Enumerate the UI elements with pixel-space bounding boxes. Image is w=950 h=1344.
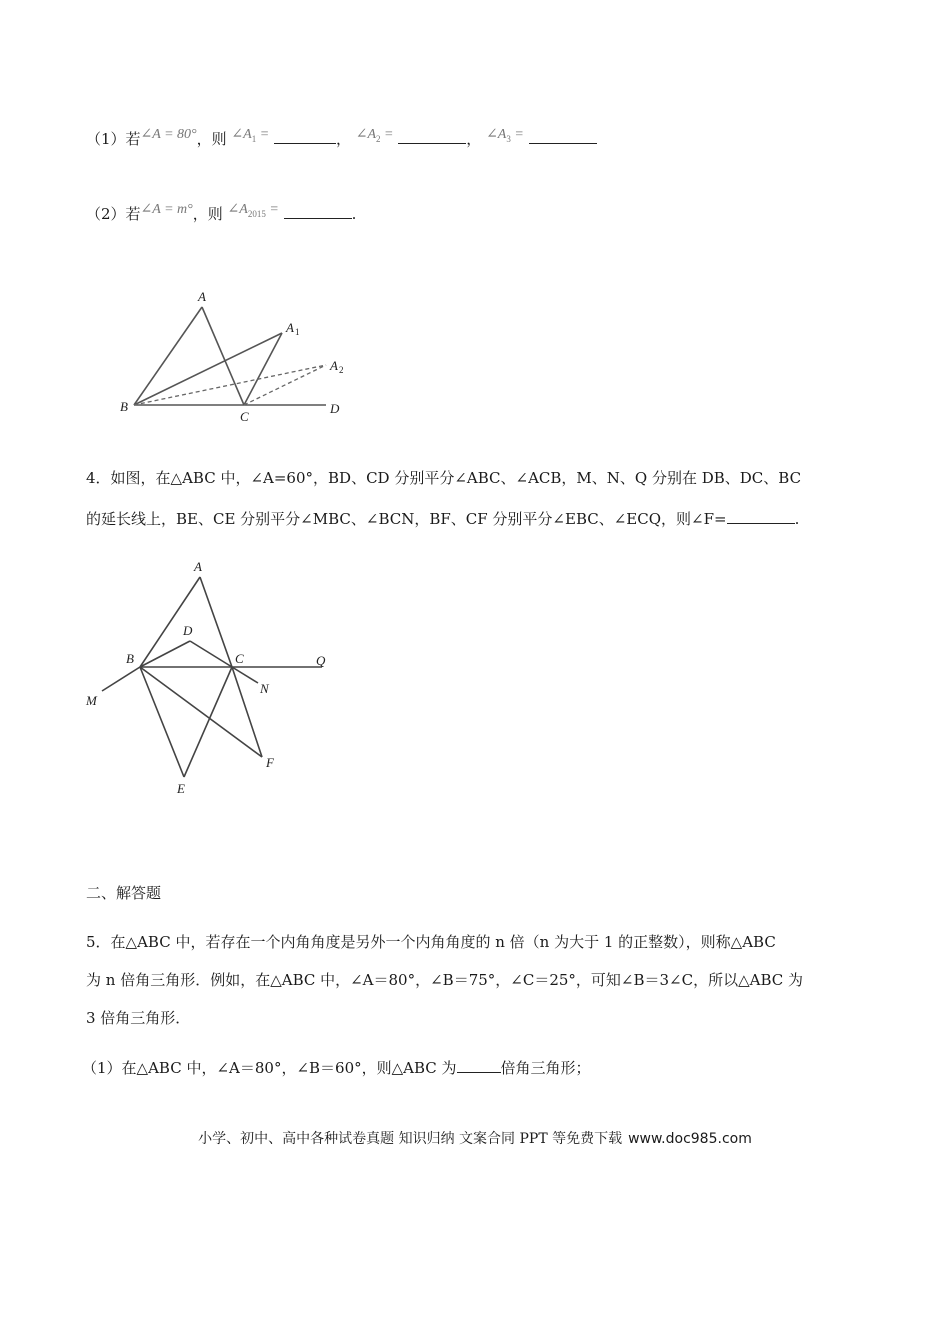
q3-part1 <box>86 128 597 156</box>
q3-label-d: D <box>330 401 340 416</box>
q4-label-c: C <box>235 651 244 666</box>
q3-part1-then: ，则 <box>196 130 227 148</box>
q4-label-m: M <box>86 693 97 708</box>
q4-seg-ac <box>200 577 232 667</box>
q3-label-a: A <box>198 289 206 304</box>
q4-label-n: N <box>260 681 269 696</box>
q5-line-2: 为 n 倍角三角形．例如，在△ABC 中，∠A＝80°，∠B＝75°，∠C＝25°，可知∠B＝3∠C，所以△ABC 为 <box>86 971 804 989</box>
q3-part2-angle-a2015: $\angle A_{2015}$ = <box>227 202 279 219</box>
q3-label-c: C <box>240 409 249 424</box>
q3-part1-comma-2: ， <box>466 130 482 148</box>
q3-part1-given: ∠A = 80° <box>140 127 197 142</box>
q3-part1-angle-a2: $\angle A_2$ = <box>355 127 394 144</box>
q4-seg-bm <box>102 667 140 691</box>
q4-label-e: E <box>177 781 185 796</box>
q3-seg-ca1 <box>244 333 282 405</box>
q4-label-a: A <box>194 559 202 574</box>
q3-label-b: B <box>120 399 128 414</box>
q3-label-a2: A <box>330 358 338 373</box>
q3-part2 <box>86 203 356 231</box>
q5-part1-end: 倍角三角形； <box>500 1059 591 1077</box>
section-title: 二、解答题 <box>86 884 162 902</box>
q3-part1-label: （1）若 <box>86 130 141 148</box>
q3-seg-ba1 <box>134 333 282 405</box>
q5-part1-text: （1）在△ABC 中，∠A＝80°，∠B＝60°，则△ABC 为 <box>82 1059 457 1077</box>
q3-seg-ac <box>202 307 244 405</box>
q3-part1-angle-a1: $\angle A_1$ = <box>231 127 270 144</box>
q3-part2-end: . <box>351 205 357 223</box>
q4-line-2-end: . <box>794 510 800 528</box>
q4-line-2 <box>86 508 799 530</box>
q4-label-b: B <box>126 651 134 666</box>
q5-line-3: 3 倍角三角形． <box>86 1009 191 1027</box>
q3-part1-blank-1[interactable] <box>274 129 336 144</box>
q4-seg-cf <box>232 667 262 757</box>
q4-seg-ce <box>184 667 232 777</box>
q3-part2-label: （2）若 <box>86 205 141 223</box>
q4-label-f: F <box>266 755 274 770</box>
q4-seg-dc <box>190 641 232 667</box>
footer-url[interactable]: www.doc985.com <box>628 1131 752 1147</box>
q5-line-1: 5．在△ABC 中，若存在一个内角角度是另外一个内角角度的 n 倍（n 为大于 1 的正整数），则称△ABC <box>86 933 776 951</box>
footer-text: 小学、初中、高中各种试卷真题 知识归纳 文案合同 PPT 等免费下载 <box>198 1131 623 1147</box>
q5-part1 <box>82 1057 591 1079</box>
q4-line-2-text: 的延长线上，BE、CE 分别平分∠MBC、∠BCN，BF、CF 分别平分∠EBC、∠ECQ，则∠F= <box>86 510 727 528</box>
q3-label-a2-sub: 2 <box>339 365 344 375</box>
q3-part2-blank[interactable] <box>284 204 352 219</box>
q3-part2-given: ∠A = m° <box>140 202 193 217</box>
q3-part1-blank-3[interactable] <box>529 129 597 144</box>
q3-figure <box>110 285 360 425</box>
q4-answer-blank[interactable] <box>727 509 795 524</box>
q3-label-a1-sub: 1 <box>295 327 300 337</box>
q3-part1-blank-2[interactable] <box>398 129 466 144</box>
q3-seg-ca2 <box>244 365 326 405</box>
q3-part1-angle-a3: $\angle A_3$ = <box>486 127 524 144</box>
q4-line-1: 4．如图，在△ABC 中，∠A=60°，BD、CD 分别平分∠ABC、∠ACB，M、N、Q 分别在 DB、DC、BC <box>86 469 802 487</box>
q4-label-q: Q <box>316 653 326 668</box>
q3-seg-ab <box>134 307 202 405</box>
q4-label-d: D <box>183 623 193 638</box>
page-footer <box>0 1128 950 1148</box>
q4-figure <box>80 555 340 800</box>
q5-part1-blank[interactable] <box>457 1058 501 1073</box>
q4-seg-ab <box>140 577 200 667</box>
q3-part1-comma-1: ， <box>335 130 351 148</box>
q3-label-a1: A <box>286 320 294 335</box>
q4-seg-bd <box>140 641 190 667</box>
q3-part2-then: ，则 <box>192 205 223 223</box>
